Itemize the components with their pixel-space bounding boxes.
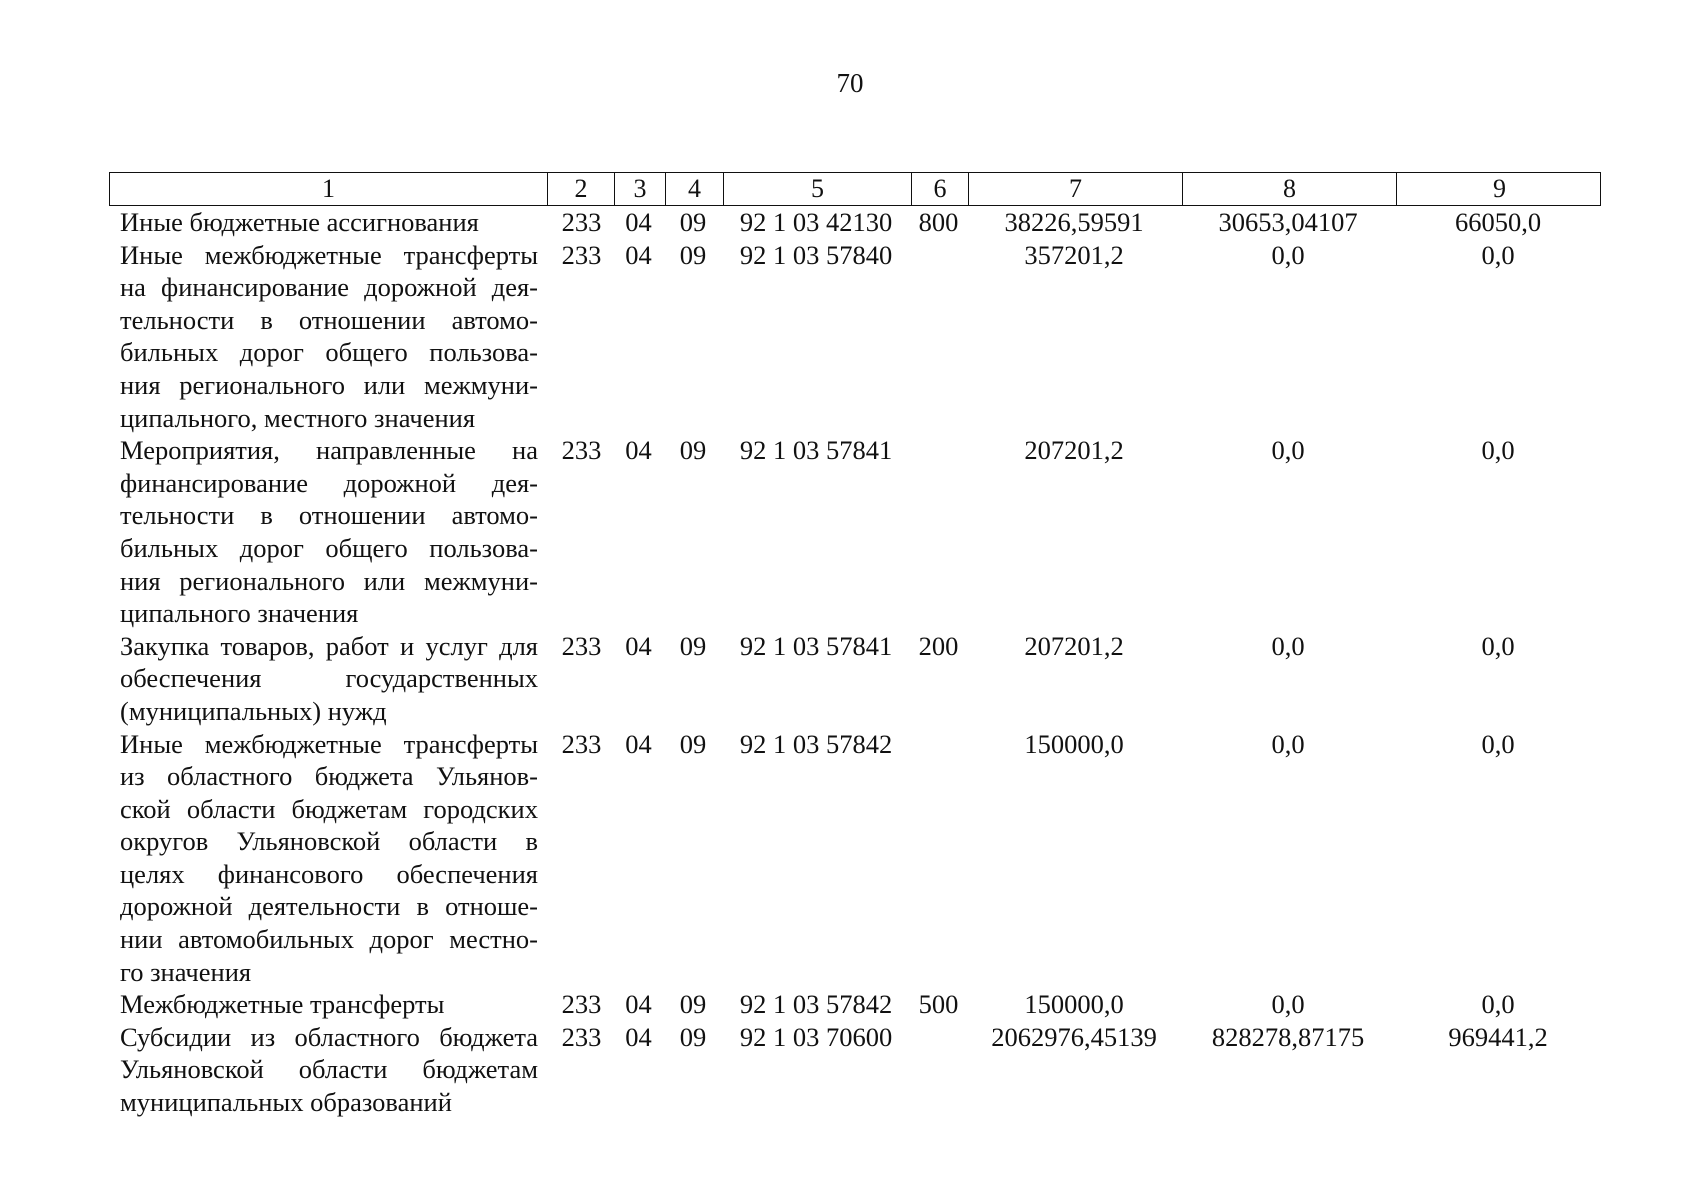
code-csr: 92 1 03 42130	[739, 207, 893, 237]
code-rz: 04	[625, 435, 652, 466]
description-line: ципального, местного значения	[120, 402, 476, 433]
code-pr: 09	[679, 989, 707, 1020]
header-cell: 6	[911, 173, 968, 205]
code-vr: 200	[918, 630, 959, 661]
code-pr: 09	[679, 728, 707, 759]
amount-year-3: 0,0	[1481, 239, 1515, 270]
header-cell: 2	[547, 173, 614, 205]
amount-year-1: 207201,2	[1024, 435, 1124, 466]
header-cell: 8	[1182, 173, 1396, 205]
code-rz: 04	[625, 239, 652, 270]
amount-year-3: 66050,0	[1454, 207, 1542, 237]
code-csr: 92 1 03 57841	[739, 630, 893, 661]
code-pr: 09	[679, 435, 707, 466]
code-gr: 233	[561, 1021, 602, 1052]
description-line: бильных дорог общего пользова-	[120, 532, 538, 563]
code-gr: 233	[561, 630, 602, 661]
amount-year-1: 2062976,45139	[991, 1021, 1157, 1052]
code-gr: 233	[561, 435, 602, 466]
code-csr: 92 1 03 57840	[739, 239, 893, 270]
header-cell: 5	[723, 173, 911, 205]
page-number: 70	[836, 68, 864, 98]
description-line: из областного бюджета Ульянов-	[120, 761, 538, 792]
table-row	[109, 434, 1601, 630]
description-line: ской области бюджетам городских	[120, 793, 538, 824]
amount-year-1: 150000,0	[1024, 989, 1124, 1020]
code-rz: 04	[625, 728, 652, 759]
description-line: Иные бюджетные ассигнования	[120, 207, 479, 237]
row-description	[109, 1021, 546, 1119]
description-line: целях финансового обеспечения	[120, 858, 538, 889]
table-body	[109, 206, 1601, 1119]
description-line: Мероприятия, направленные на	[120, 435, 538, 466]
code-gr: 233	[561, 728, 602, 759]
description-line: ния регионального или межмуни-	[120, 565, 538, 596]
header-cell: 9	[1396, 173, 1602, 205]
row-description	[109, 434, 546, 630]
code-csr: 92 1 03 57842	[739, 728, 893, 759]
table-row	[109, 1021, 1601, 1119]
amount-year-2: 0,0	[1271, 239, 1305, 270]
amount-year-1: 207201,2	[1024, 630, 1124, 661]
amount-year-3: 0,0	[1481, 435, 1515, 466]
code-csr: 92 1 03 57841	[739, 435, 893, 466]
code-vr: 800	[918, 207, 959, 237]
table-row	[109, 728, 1601, 989]
header-cell: 4	[665, 173, 723, 205]
row-description	[109, 630, 546, 728]
description-line: (муниципальных) нужд	[120, 695, 387, 726]
description-line: Ульяновской области бюджетам	[120, 1054, 538, 1085]
header-cell: 7	[968, 173, 1182, 205]
row-description	[109, 728, 546, 989]
amount-year-2: 0,0	[1271, 728, 1305, 759]
description-line: Закупка товаров, работ и услуг для	[120, 630, 538, 661]
code-vr	[910, 728, 967, 989]
code-pr: 09	[679, 630, 707, 661]
amount-year-2: 0,0	[1271, 435, 1305, 466]
amount-year-3: 969441,2	[1448, 1021, 1548, 1052]
code-csr: 92 1 03 70600	[739, 1021, 893, 1052]
budget-table	[109, 172, 1601, 1119]
table-row	[109, 239, 1601, 435]
code-rz: 04	[625, 207, 652, 237]
table-row	[109, 988, 1601, 1021]
description-line: Межбюджетные трансферты	[120, 989, 445, 1020]
description-line: го значения	[120, 956, 252, 987]
table-row	[109, 630, 1601, 728]
description-line: дорожной деятельности в отноше-	[120, 891, 538, 922]
description-line: Субсидии из областного бюджета	[120, 1021, 538, 1052]
table-header-row	[109, 172, 1601, 206]
code-gr: 233	[561, 989, 602, 1020]
description-line: Иные межбюджетные трансферты	[120, 728, 538, 759]
amount-year-2: 828278,87175	[1211, 1021, 1365, 1052]
amount-year-2: 0,0	[1271, 989, 1305, 1020]
row-description	[109, 239, 546, 435]
amount-year-1: 150000,0	[1024, 728, 1124, 759]
amount-year-3: 0,0	[1481, 989, 1515, 1020]
code-vr	[910, 1021, 967, 1119]
description-line: на финансирование дорожной дея-	[120, 272, 538, 303]
amount-year-3: 0,0	[1481, 728, 1515, 759]
table-row	[109, 206, 1601, 239]
code-rz: 04	[625, 630, 652, 661]
code-gr: 233	[561, 239, 602, 270]
code-pr: 09	[679, 1021, 707, 1052]
description-line: ния регионального или межмуни-	[120, 369, 538, 400]
code-vr: 500	[918, 989, 959, 1020]
code-rz: 04	[625, 1021, 652, 1052]
amount-year-3: 0,0	[1481, 630, 1515, 661]
description-line: тельности в отношении автомо-	[120, 304, 538, 335]
description-line: бильных дорог общего пользова-	[120, 337, 538, 368]
description-line: округов Ульяновской области в	[120, 826, 538, 857]
description-line: тельности в отношении автомо-	[120, 500, 538, 531]
amount-year-1: 38226,59591	[1004, 207, 1144, 237]
code-vr	[910, 239, 967, 435]
row-description	[109, 206, 546, 239]
header-cell: 3	[614, 173, 665, 205]
description-line: обеспечения государственных	[120, 663, 538, 694]
code-rz: 04	[625, 989, 652, 1020]
description-line: нии автомобильных дорог местно-	[120, 924, 538, 955]
code-csr: 92 1 03 57842	[739, 989, 893, 1020]
amount-year-1: 357201,2	[1024, 239, 1124, 270]
code-pr: 09	[679, 239, 707, 270]
description-line: Иные межбюджетные трансферты	[120, 239, 538, 270]
code-vr	[910, 434, 967, 630]
amount-year-2: 0,0	[1271, 630, 1305, 661]
description-line: ципального значения	[120, 598, 359, 629]
header-cell: 1	[322, 174, 335, 203]
description-line: финансирование дорожной дея-	[120, 467, 538, 498]
amount-year-2: 30653,04107	[1218, 207, 1358, 237]
row-description	[109, 988, 546, 1021]
code-pr: 09	[679, 207, 707, 237]
description-line: муниципальных образований	[120, 1087, 452, 1118]
code-gr: 233	[561, 207, 602, 237]
